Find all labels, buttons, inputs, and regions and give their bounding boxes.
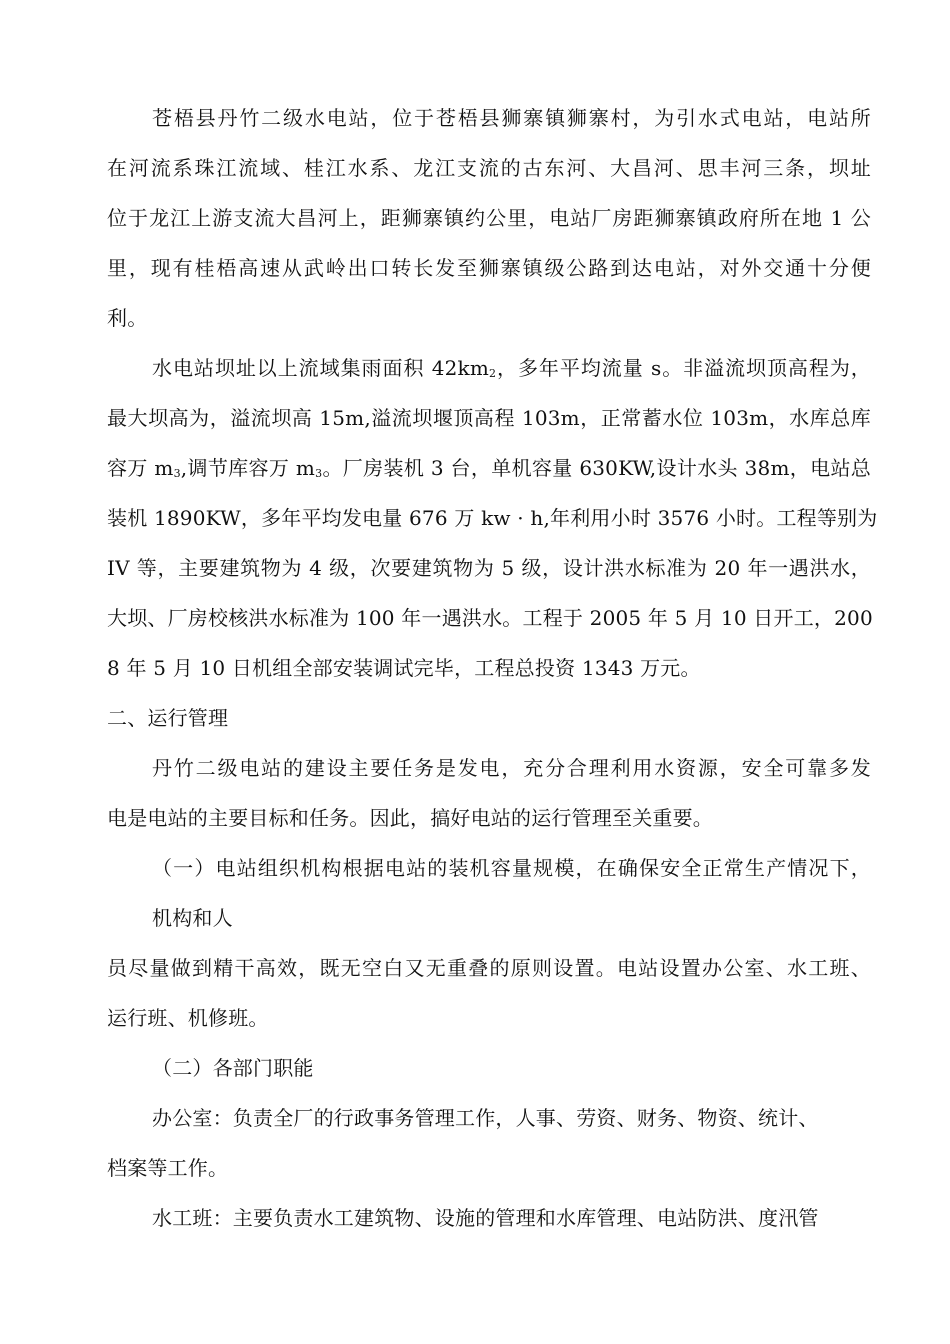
paragraph-1-line-4: 里，现有桂梧高速从武岭出口转长发至狮寨镇级公路到达电站，对外交通十分便	[107, 256, 871, 280]
paragraph-1-line-2: 在河流系珠江流域、桂江水系、龙江支流的古东河、大昌河、思丰河三条，坝址	[107, 156, 871, 180]
paragraph-4-line-4: 运行班、机修班。	[107, 1006, 269, 1030]
p2-l3-subscript-2: 3	[315, 467, 323, 480]
paragraph-1-line-3: 位于龙江上游支流大昌河上，距狮寨镇约公里，电站厂房距狮寨镇政府所在地 1 公	[107, 206, 871, 230]
paragraph-7-line-1: 水工班：主要负责水工建筑物、设施的管理和水库管理、电站防洪、度汛管	[152, 1206, 819, 1230]
paragraph-1-line-1: 苍梧县丹竹二级水电站，位于苍梧县狮寨镇狮寨村，为引水式电站，电站所	[152, 106, 871, 130]
p2-l1-text-b: ，多年平均流量 s。非溢流坝顶高程为，	[496, 356, 871, 380]
paragraph-2-line-5: IV 等，主要建筑物为 4 级，次要建筑物为 5 级，设计洪水标准为 20 年一遇洪水，	[107, 556, 871, 580]
p2-l3-text-c: 。厂房装机 3 台，单机容量 630KW,设计水头 38m，电站总	[322, 456, 872, 480]
p2-l3-subscript-1: 3	[173, 467, 181, 480]
paragraph-6-line-2: 档案等工作。	[107, 1156, 229, 1180]
paragraph-2-line-2: 最大坝高为，溢流坝高 15m,溢流坝堰顶高程 103m，正常蓄水位 103m，水库总库	[107, 406, 871, 430]
paragraph-2-line-3	[107, 456, 871, 480]
paragraph-3-line-2: 电是电站的主要目标和任务。因此，搞好电站的运行管理至关重要。	[107, 806, 713, 830]
section-heading: 二、运行管理	[107, 706, 229, 730]
paragraph-2-line-1	[152, 356, 871, 380]
p2-l3-text-a: 容万 m	[107, 456, 174, 480]
p2-l3-text-b: ,调节库容万 m	[180, 456, 316, 480]
paragraph-4-line-2: 机构和人	[152, 906, 233, 930]
paragraph-4-line-3: 员尽量做到精干高效，既无空白又无重叠的原则设置。电站设置办公室、水工班、	[107, 956, 871, 980]
paragraph-2-line-4: 装机 1890KW，多年平均发电量 676 万 kw · h,年利用小时 3576 小时。工程等别为	[107, 506, 878, 530]
paragraph-6-line-1: 办公室：负责全厂的行政事务管理工作，人事、劳资、财务、物资、统计、	[152, 1106, 819, 1130]
paragraph-2-line-7: 8 年 5 月 10 日机组全部安装调试完毕，工程总投资 1343 万元。	[107, 656, 701, 680]
paragraph-2-line-6: 大坝、厂房校核洪水标准为 100 年一遇洪水。工程于 2005 年 5 月 10 日开工，200	[107, 606, 873, 630]
p2-l1-text-a: 水电站坝址以上流域集雨面积 42km	[152, 356, 490, 380]
p2-l1-subscript: 2	[489, 367, 497, 380]
paragraph-4-line-1: （一）电站组织机构根据电站的装机容量规模，在确保安全正常生产情况下，	[152, 856, 871, 880]
subsection-heading: （二）各部门职能	[152, 1056, 314, 1080]
paragraph-1-line-5: 利。	[107, 306, 148, 330]
paragraph-3-line-1: 丹竹二级电站的建设主要任务是发电，充分合理利用水资源，安全可靠多发	[152, 756, 871, 780]
